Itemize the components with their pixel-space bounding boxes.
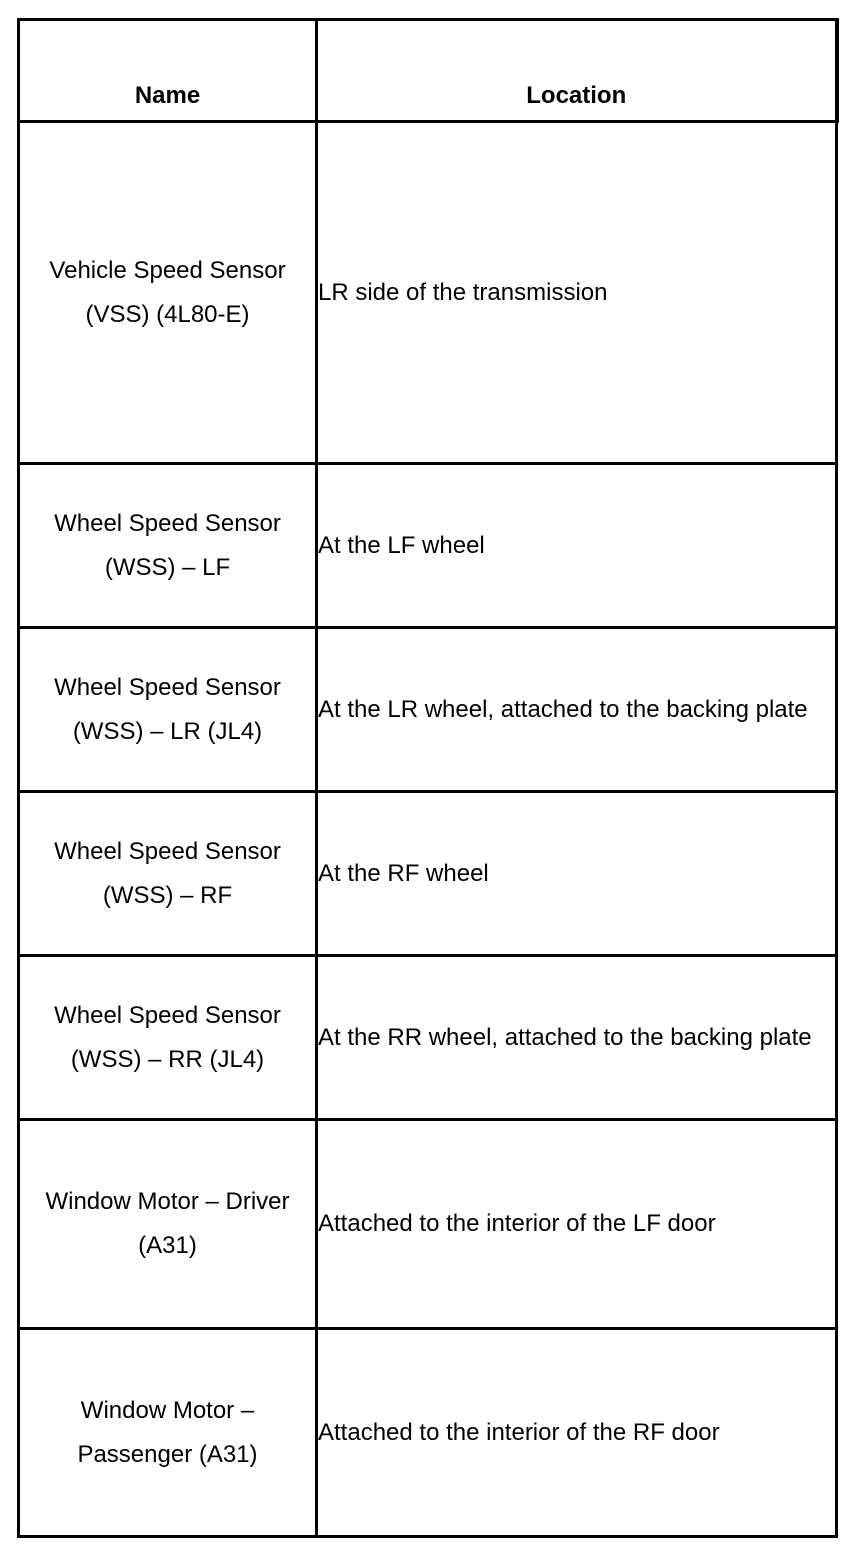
location-cell — [317, 956, 837, 1120]
location-text: Attached to the interior of the LF door — [318, 1210, 716, 1237]
location-cell — [317, 464, 837, 628]
table-row — [19, 464, 837, 628]
location-text: At the RR wheel, attached to the backing plate — [318, 1023, 812, 1051]
table-row — [19, 628, 837, 792]
name-text: Vehicle Speed Sensor (VSS) (4L80-E) — [49, 256, 286, 328]
location-cell — [317, 628, 837, 792]
name-text: Wheel Speed Sensor (WSS) – RR (JL4) — [54, 1001, 281, 1073]
name-cell — [19, 1120, 317, 1329]
name-cell — [19, 628, 317, 792]
location-cell — [317, 1120, 837, 1329]
location-cell — [317, 122, 837, 464]
location-text: At the RF wheel — [318, 859, 489, 887]
location-text: LR side of the transmission — [318, 278, 608, 306]
name-text: Wheel Speed Sensor (WSS) – LR (JL4) — [54, 673, 281, 745]
name-cell — [19, 464, 317, 628]
location-cell — [317, 792, 837, 956]
location-cell — [317, 1329, 837, 1537]
header-row — [19, 20, 837, 122]
name-text: Wheel Speed Sensor (WSS) – RF — [54, 837, 281, 909]
name-cell — [19, 122, 317, 464]
table-row — [19, 1329, 837, 1537]
name-column-header: Name — [19, 20, 317, 122]
location-text: Attached to the interior of the RF door — [318, 1418, 720, 1446]
name-cell — [19, 956, 317, 1120]
name-text: Wheel Speed Sensor (WSS) – LF — [54, 509, 281, 581]
name-text: Window Motor – Passenger (A31) — [77, 1396, 258, 1468]
table-row — [19, 792, 837, 956]
location-column-header: Location — [317, 20, 837, 122]
location-text: At the LR wheel, attached to the backing plate — [318, 695, 808, 723]
table-row — [19, 956, 837, 1120]
name-cell — [19, 792, 317, 956]
table-row — [19, 122, 837, 464]
name-text: Window Motor – Driver (A31) — [45, 1188, 290, 1259]
component-location-table — [17, 18, 839, 1538]
name-cell — [19, 1329, 317, 1537]
table-row — [19, 1120, 837, 1329]
location-text: At the LF wheel — [318, 531, 485, 559]
